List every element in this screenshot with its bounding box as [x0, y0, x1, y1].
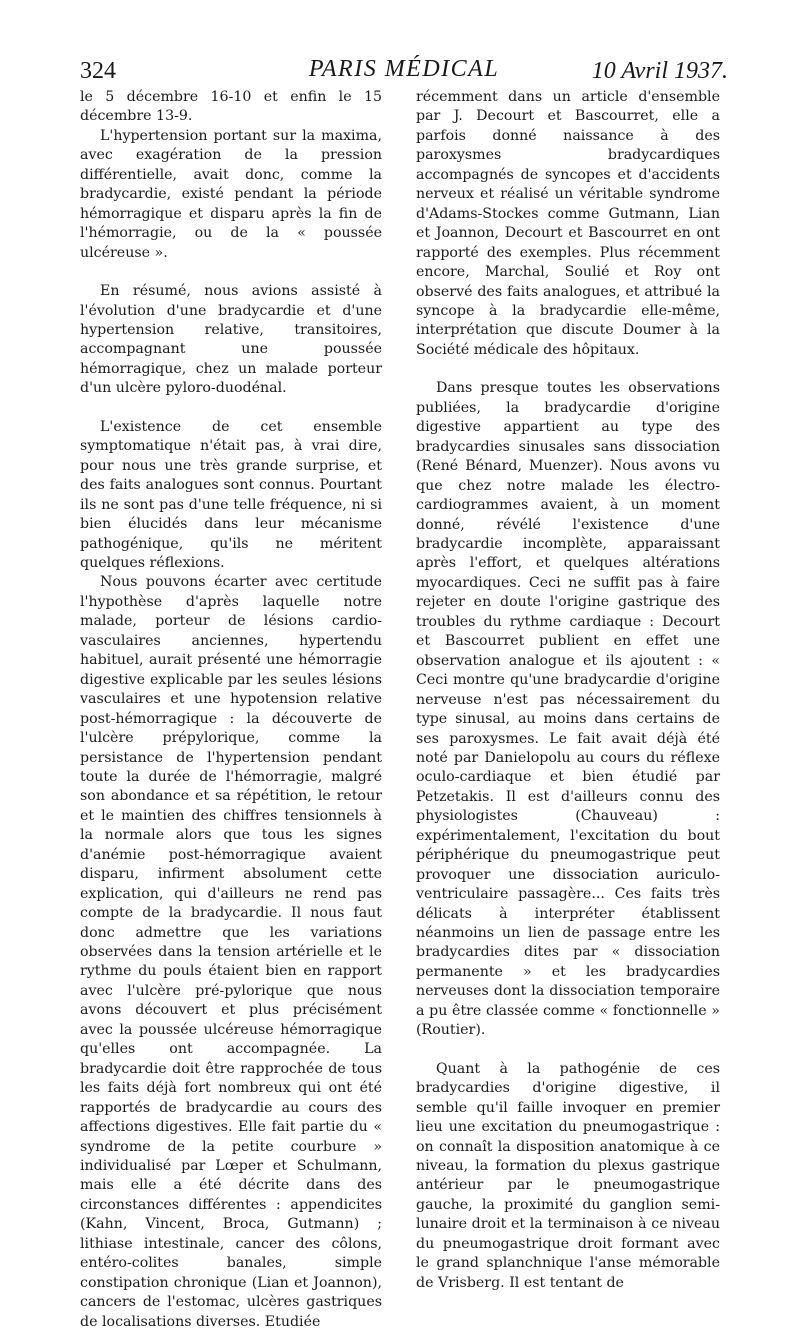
page-header: [80, 56, 728, 90]
paragraph: le 5 décembre 16-10 et enfin le 15 décembre 13-9.: [80, 89, 382, 125]
issue-date: 10 Avril 1937.: [591, 58, 728, 84]
paragraph: Dans presque toutes les observations publiées, la bradycardie d'origine digestive appartient au type des bradycardies sinusales sans dissociation (René Bénard, Muenzer). Nous avons vu que chez notre malade les électro-cardiogrammes avaient, à un moment donné, révélé l'existence d'une bradycardie incomplète, apparaissant après l'effort, et quelques altérations myocardiques. Ceci ne suffit pas à faire rejeter en doute l'origine gastrique des troubles du rythme cardiaque : Decourt et Bascourret publient en effet une observation analogue et ils ajoutent : « Ceci montre qu'une bradycardie d'origine nerveuse n'est pas nécessairement du type sinusal, au moins dans certains de ses paroxysmes. Le fait avait déjà été noté par Danielopolu au cours du réflexe oculo-cardiaque et bien étudié par Petzetakis. Il est d'ailleurs connu des physiologistes (Chauveau) : expérimentalement, l'excitation du bout périphérique du pneumogastrique peut provoquer une dissociation auriculo-ventriculaire passagère... Ces faits très délicats à interpréter établissent néanmoins un lien de passage entre les bradycardies dites par « dissociation permanente » et les bradycardies nerveuses dont la dissociation temporaire a pu être classée comme « fonctionnelle » (Routier).: [416, 380, 720, 1039]
paragraph: récemment dans un article d'ensemble par J. Decourt et Bascourret, elle a parfois donné naissance à des paroxysmes bradycardiques accompagnés de syncopes et d'accidents nerveux et réalisé un véritable syndrome d'Adams-Stockes comme Gutmann, Lian et Joannon, Decourt et Bascourret en ont rapporté des exemples. Plus récemment encore, Marchal, Soulié et Roy ont observé des faits analogues, et attribué la syncope à la bradycardie elle-même, interprétation que discute Doumer à la Société médicale des hôpitaux.: [416, 89, 720, 358]
right-column: [416, 88, 720, 1293]
paragraph: L'hypertension portant sur la maxima, avec exagération de la pression différentielle, avait donc, comme la bradycardie, existé pendant la période hémorragique et disparu après la fin de l'hémorragie, ou de la « poussée ulcéreuse ».: [80, 127, 382, 261]
journal-title: PARIS MÉDICAL: [308, 56, 500, 82]
paragraph: En résumé, nous avions assisté à l'évolution d'une bradycardie et d'une hypertension relative, transitoires, accompagnant une poussée hémorragique, chez un malade porteur d'un ulcère pyloro-duodénal.: [80, 283, 382, 397]
paragraph: L'existence de cet ensemble symptomatique n'était pas, à vrai dire, pour nous une très grande surprise, et des faits analogues sont connus. Pourtant ils ne sont pas d'une telle fréquence, ni si bien élucidés dans leur mécanisme pathogénique, qu'ils ne méritent quelques réflexions.: [80, 418, 382, 571]
left-column: [80, 88, 382, 1332]
paragraph: Nous pouvons écarter avec certitude l'hypothèse d'après laquelle notre malade, porteur de lésions cardio-vasculaires anciennes, hypertendu habituel, aurait présenté une hémorragie digestive explicable par les seules lésions vasculaires et une hypotension relative post-hémorragique : la découverte de l'ulcère prépylorique, comme la persistance de l'hypertension pendant toute la durée de l'hémorragie, malgré son abondance et sa répétition, le retour et le maintien des chiffres tensionnels à la normale alors que tous les signes d'anémie post-hémorragique avaient disparu, infirment absolument cette explication, qui d'ailleurs ne rend pas compte de la bradycardie. Il nous faut donc admettre que les variations observées dans la tension artérielle et le rythme du pouls étaient bien en rapport avec l'ulcère pré-pylorique que nous avons découvert et plus précisément avec la poussée ulcéreuse hémorragique qu'elles ont accompagnée. La bradycardie doit être rapprochée de tous les faits déjà fort nombreux qui ont été rapportés de bradycardie au cours des affections digestives. Elle fait partie du « syndrome de la petite courbure » individualisé par Lœper et Schulmann, mais elle a été décrite dans des circonstances différentes : appendicites (Kahn, Vincent, Broca, Gutmann) ; lithiase intestinale, cancer des côlons, entéro-colites banales, simple constipation chronique (Lian et Joannon), cancers de l'estomac, ulcères gastriques de localisations diverses. Etudiée: [80, 574, 382, 1330]
paragraph: Quant à la pathogénie de ces bradycardies d'origine digestive, il semble qu'il faille invoquer en premier lieu une excitation du pneumogastrique : on connaît la disposition anatomique à ce niveau, la formation du plexus gastrique antérieur par le pneumogastrique gauche, la proximité du ganglion semi-lunaire droit et la terminaison à ce niveau du pneumogastrique droit formant avec le grand splanchnique l'anse mémorable de Vrisberg. Il est tentant de: [416, 1060, 720, 1291]
page-number: 324: [80, 58, 116, 84]
